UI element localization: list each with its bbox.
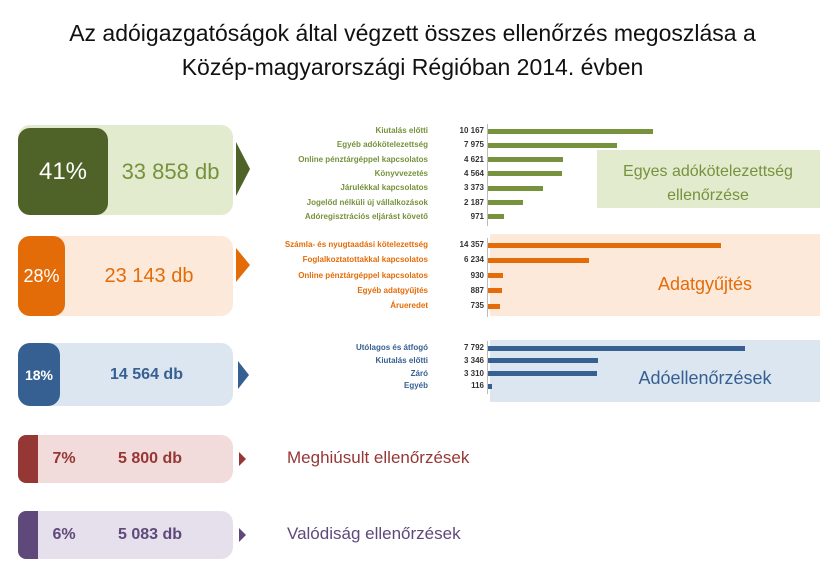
group-5-caption: Valódiság ellenőrzések — [287, 524, 461, 543]
chart-2-caption: Adatgyűjtés — [657, 274, 753, 294]
group-5-percent: 6% — [52, 526, 76, 543]
chart-1-bar — [488, 143, 617, 148]
chart-2-bar — [488, 243, 721, 248]
chart-1-category-label: Járulékkal kapcsolatos — [340, 183, 428, 193]
group-4-count: 5 800 db — [117, 450, 183, 467]
chart-1-value-label: 3 373 — [463, 183, 484, 193]
chart-1-caption: Egyes adókötelezettség ellenőrzése — [623, 163, 793, 204]
chart-1-bar — [488, 214, 504, 219]
chart-2-bar — [488, 273, 503, 278]
group-2-percent: 28% — [23, 265, 60, 286]
chart-3-category-label: Záró — [410, 368, 428, 378]
chart-2-category-label: Online pénztárgéppel kapcsolatos — [298, 270, 428, 280]
chart-1-category-label: Adóregisztrációs eljárást követő — [304, 211, 428, 221]
chart-3-bar — [488, 371, 597, 376]
group-2-percent-box — [18, 236, 65, 316]
chart-title — [0, 16, 825, 84]
group-4-caption: Meghiúsult ellenőrzések — [287, 448, 470, 467]
chart-panel-2 — [250, 234, 820, 316]
chart-2-category-label: Árueredet — [390, 301, 428, 311]
group-5-count: 5 083 db — [117, 526, 183, 543]
group-1-count: 33 858 db — [121, 158, 220, 184]
chart-1-category-label: Jogelőd nélküli új vállalkozások — [306, 197, 428, 207]
chart-1-value-label: 7 975 — [463, 140, 484, 150]
chart-1-value-label: 10 167 — [459, 126, 484, 135]
chart-3-category-label: Utólagos és átfogó — [355, 343, 428, 352]
title-line-1: Az adóigazgatóságok által végzett összes ellenőrzés megoszlása a — [69, 20, 756, 46]
group-4-arrow — [239, 452, 246, 466]
chart-3-value-label: 3 346 — [463, 355, 484, 365]
group-3-percent: 18% — [24, 366, 54, 383]
chart-2-bar — [488, 288, 502, 293]
chart-2-category-label: Egyéb adatgyűjtés — [357, 285, 428, 295]
title-line-2: Közép-magyarországi Régióban 2014. évben — [181, 54, 644, 80]
group-5-arrow — [239, 528, 246, 542]
group-2-count: 23 143 db — [104, 264, 194, 287]
chart-1-bar — [488, 171, 562, 176]
chart-1-bar — [488, 157, 563, 162]
chart-3-value-label: 3 310 — [463, 368, 484, 378]
chart-3-value-label: 116 — [471, 381, 484, 391]
chart-1-category-label: Egyéb adókötelezettség — [336, 140, 428, 150]
chart-panel-3 — [250, 340, 820, 402]
group-3-percent-box — [18, 343, 60, 406]
chart-3-value-label: 7 792 — [463, 343, 484, 352]
group-5-percent-bar — [18, 511, 38, 559]
chart-2-value-label: 735 — [470, 301, 484, 311]
chart-1-bar — [488, 200, 523, 205]
group-1-percent: 41% — [38, 157, 88, 185]
chart-1-value-label: 2 187 — [463, 197, 484, 207]
chart-1-value-label: 4 621 — [463, 154, 484, 164]
chart-2-value-label: 930 — [470, 270, 484, 280]
chart-3-caption: Adóellenőrzések — [638, 368, 772, 388]
chart-2-value-label: 887 — [470, 285, 484, 295]
chart-2-bar — [488, 304, 500, 309]
chart-3-category-label: Egyéb — [403, 381, 428, 391]
chart-panel-1 — [250, 122, 820, 225]
chart-2-value-label: 14 357 — [459, 240, 484, 249]
group-3-count: 14 564 db — [110, 365, 183, 383]
group-4-percent: 7% — [52, 450, 76, 467]
chart-1-category-label: Online pénztárgéppel kapcsolatos — [298, 154, 428, 164]
group-2-arrow — [236, 248, 250, 282]
chart-3-category-label: Kiutalás előtti — [375, 355, 428, 365]
chart-3-bar — [488, 346, 745, 351]
group-1-percent-box — [18, 128, 108, 215]
chart-1-bar — [488, 186, 543, 191]
chart-3-bar — [488, 358, 598, 363]
group-3-arrow — [238, 361, 249, 389]
chart-1-bar — [488, 129, 653, 134]
chart-2-category-label: Számla- és nyugtaadási kötelezettség — [284, 240, 428, 249]
chart-2-bar — [488, 258, 589, 263]
chart-1-category-label: Könyvvezetés — [374, 168, 428, 178]
chart-2-value-label: 6 234 — [463, 255, 484, 265]
chart-3-bar — [488, 384, 492, 389]
chart-2-category-label: Foglalkoztatottakkal kapcsolatos — [302, 255, 428, 265]
group-1-arrow — [236, 142, 250, 196]
chart-1-category-label: Kiutalás előtti — [375, 126, 428, 135]
group-4-percent-bar — [18, 435, 38, 483]
chart-1-value-label: 971 — [470, 211, 484, 221]
chart-1-value-label: 4 564 — [463, 168, 484, 178]
